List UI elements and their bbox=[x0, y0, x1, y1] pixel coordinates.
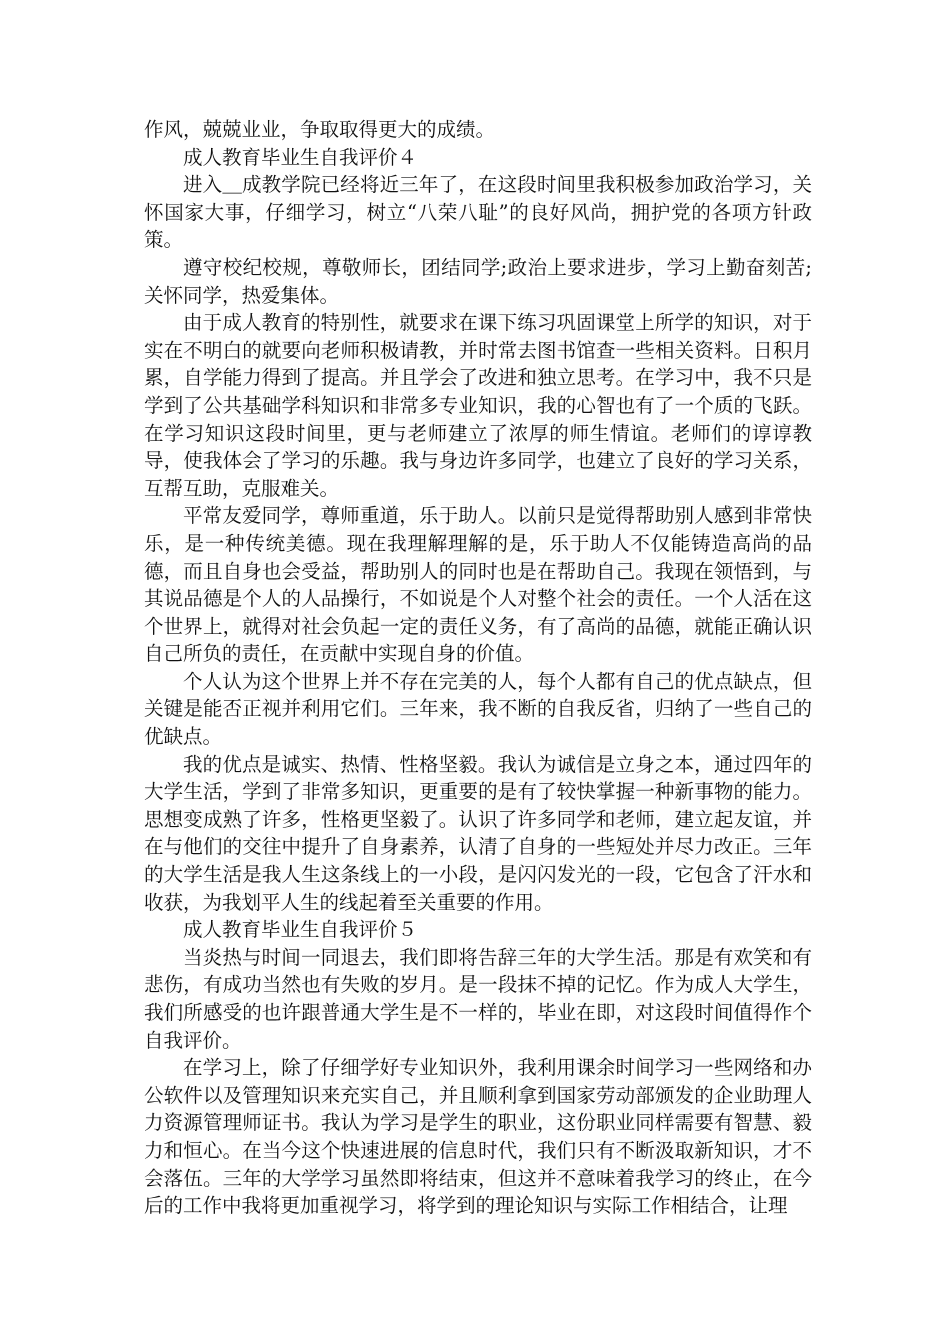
section-4-paragraph: 由于成人教育的特别性，就要求在课下练习巩固课堂上所学的知识，对于实在不明白的就要向老师积极请教，并时常去图书馆查一些相关资料。日积月累，自学能力得到了提高。并且学会了改进和独立思考。在学习中，我不只是学到了公共基础学科知识和非常多专业知识，我的心智也有了一个质的飞跃。在学习知识这段时间里，更与老师建立了浓厚的师生情谊。老师们的谆谆教导，使我体会了学习的乐趣。我与身边许多同学，也建立了良好的学习关系，互帮互助，克服难关。 bbox=[144, 311, 812, 500]
section-4-paragraph: 遵守校纪校规，尊敬师长，团结同学;政治上要求进步，学习上勤奋刻苦;关怀同学，热爱集体。 bbox=[144, 255, 812, 307]
section-4-paragraph: 个人认为这个世界上并不存在完美的人，每个人都有自己的优点缺点，但关键是能否正视并利用它们。三年来，我不断的自我反省，归纳了一些自己的优缺点。 bbox=[144, 669, 812, 749]
section-5-heading: 成人教育毕业生自我评价５ bbox=[183, 918, 418, 942]
lead-line: 作风，兢兢业业，争取取得更大的成绩。 bbox=[144, 118, 496, 141]
section-4-paragraph: 进入＿成教学院已经将近三年了，在这段时间里我积极参加政治学习，关怀国家大事，仔细学习，树立“八荣八耻”的良好风尚，拥护党的各项方针政策。 bbox=[144, 173, 812, 252]
section-4-paragraph: 平常友爱同学，尊师重道，乐于助人。以前只是觉得帮助别人感到非常快乐，是一种传统美德。现在我理解理解的是，乐于助人不仅能铸造高尚的品德，而且自身也会受益，帮助别人的同时也是在帮助自己。我现在领悟到，与其说品德是个人的人品操行，不如说是个人对整个社会的责任。一个人活在这个世界上，就得对社会负起一定的责任义务，有了高尚的品德，就能正确认识自己所负的责任，在贡献中实现自身的价值。 bbox=[144, 504, 812, 666]
section-4-paragraph: 我的优点是诚实、热情、性格坚毅。我认为诚信是立身之本，通过四年的大学生活，学到了非常多知识，更重要的是有了较快掌握一种新事物的能力。思想变成熟了许多，性格更坚毅了。认识了许多同学和老师，建立起友谊，并在与他们的交往中提升了自身素养，认清了自身的一些短处并尽力改正。三年的大学生活是我人生这条线上的一小段，是闪闪发光的一段，它包含了汗水和收获，为我划平人生的线起着至关重要的作用。 bbox=[144, 752, 812, 914]
section-5-paragraph: 当炎热与时间一同退去，我们即将告辞三年的大学生活。那是有欢笑和有悲伤，有成功当然也有失败的岁月。是一段抹不掉的记忆。作为成人大学生，我们所感受的也许跟普通大学生是不一样的，毕业在即，对这段时间值得作个自我评价。 bbox=[144, 945, 812, 1052]
section-4-heading: 成人教育毕业生自我评价４ bbox=[183, 145, 418, 169]
document-page bbox=[144, 116, 812, 1220]
section-5-paragraph: 在学习上，除了仔细学好专业知识外，我利用课余时间学习一些网络和办公软件以及管理知识来充实自己，并且顺利拿到国家劳动部颁发的企业助理人力资源管理师证书。我认为学习是学生的职业，这份职业同样需要有智慧、毅力和恒心。在当今这个快速进展的信息时代，我们只有不断汲取新知识，才不会落伍。三年的大学学习虽然即将结束，但这并不意味着我学习的终止，在今后的工作中我将更加重视学习，将学到的理论知识与实际工作相结合，让理 bbox=[144, 1056, 812, 1218]
